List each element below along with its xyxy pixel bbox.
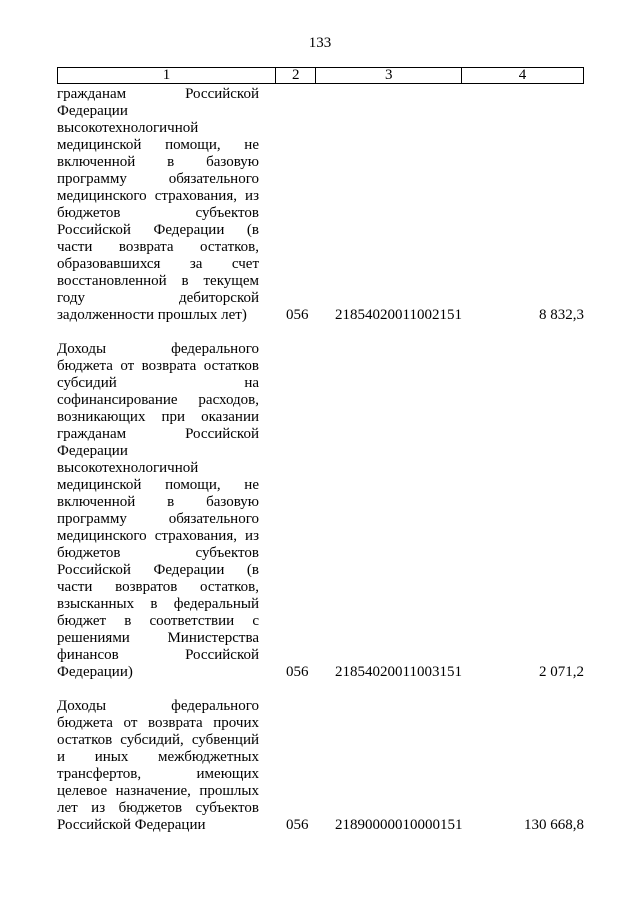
row-description — [57, 86, 259, 324]
row-amount: 2 071,2 — [539, 664, 584, 680]
description-line: образовавшихся за счет — [57, 256, 259, 272]
description-line: включенной в базовую — [57, 154, 259, 170]
description-line: трансфертов, имеющих — [57, 766, 259, 782]
column-header-table — [57, 67, 584, 84]
column-header-2: 2 — [276, 68, 316, 84]
row-code: 056 — [286, 307, 309, 323]
description-line: лет из бюджетов субъектов — [57, 800, 259, 816]
description-line: бюджетов субъектов — [57, 545, 259, 561]
row-spacer — [57, 681, 584, 698]
row-description — [57, 341, 259, 681]
column-header-1: 1 — [58, 68, 276, 84]
description-line: высокотехнологичной — [57, 120, 199, 136]
row-code: 056 — [286, 817, 309, 833]
row-kbk: 21890000010000151 — [335, 817, 463, 833]
table-row — [57, 698, 584, 834]
description-line: гражданам Российской — [57, 426, 259, 442]
row-description — [57, 698, 259, 834]
description-line: Федерации — [57, 103, 128, 119]
row-amount: 8 832,3 — [539, 307, 584, 323]
description-line: Российской Федерации (в — [57, 222, 259, 238]
description-line: бюджета от возврата прочих — [57, 715, 259, 731]
description-line: медицинской помощи, не — [57, 477, 259, 493]
description-line: целевое назначение, прошлых — [57, 783, 259, 799]
description-line: Российской Федерации — [57, 817, 206, 833]
description-line: части возвратов остатков, — [57, 579, 259, 595]
description-line: медицинского страхования, из — [57, 528, 259, 544]
row-code: 056 — [286, 664, 309, 680]
description-line: взысканных в федеральный — [57, 596, 259, 612]
description-line: Федерации — [57, 443, 128, 459]
description-line: Российской Федерации (в — [57, 562, 259, 578]
description-line: софинансирование расходов, — [57, 392, 259, 408]
description-line: возникающих при оказании — [57, 409, 259, 425]
description-line: бюджета от возврата остатков — [57, 358, 259, 374]
description-line: задолженности прошлых лет) — [57, 307, 247, 323]
description-line: медицинского страхования, из — [57, 188, 259, 204]
page-number: 133 — [308, 35, 332, 51]
table-row — [57, 341, 584, 681]
row-kbk: 21854020011002151 — [335, 307, 462, 323]
row-spacer — [57, 324, 584, 341]
table-body — [57, 86, 584, 834]
description-line: части возврата остатков, — [57, 239, 259, 255]
description-line: Доходы федерального — [57, 698, 259, 714]
description-line: Федерации) — [57, 664, 133, 680]
column-header-3: 3 — [316, 68, 462, 84]
description-line: и иных межбюджетных — [57, 749, 259, 765]
description-line: программу обязательного — [57, 511, 259, 527]
table-row — [57, 86, 584, 324]
description-line: остатков субсидий, субвенций — [57, 732, 259, 748]
description-line: высокотехнологичной — [57, 460, 199, 476]
description-line: программу обязательного — [57, 171, 259, 187]
description-line: финансов Российской — [57, 647, 259, 663]
description-line: включенной в базовую — [57, 494, 259, 510]
row-kbk: 21854020011003151 — [335, 664, 462, 680]
description-line: решениями Министерства — [57, 630, 259, 646]
row-amount: 130 668,8 — [524, 817, 584, 833]
column-header-row — [58, 68, 584, 84]
description-line: гражданам Российской — [57, 86, 259, 102]
description-line: бюджет в соответствии с — [57, 613, 259, 629]
description-line: субсидий на — [57, 375, 259, 391]
description-line: медицинской помощи, не — [57, 137, 259, 153]
column-header-4: 4 — [462, 68, 584, 84]
description-line: году дебиторской — [57, 290, 259, 306]
description-line: Доходы федерального — [57, 341, 259, 357]
description-line: восстановленной в текущем — [57, 273, 259, 289]
description-line: бюджетов субъектов — [57, 205, 259, 221]
